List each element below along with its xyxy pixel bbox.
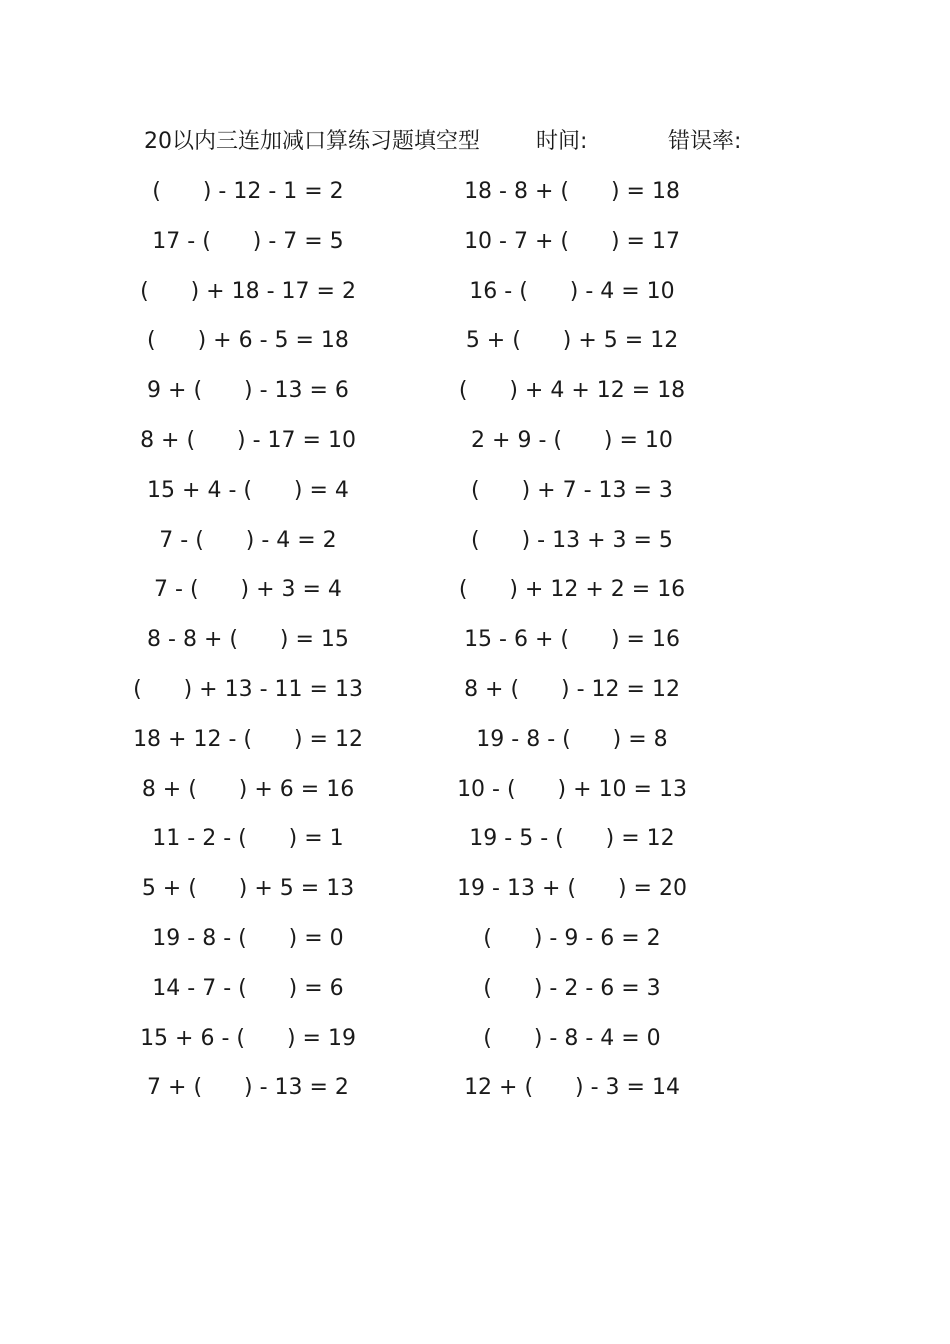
problem-row: 11 - 2 - ( ) = 1 [152, 826, 344, 852]
problem-row: 5 + ( ) + 5 = 12 [465, 328, 679, 354]
left-problem-column [118, 172, 378, 1118]
problem-row: 15 + 4 - ( ) = 4 [147, 477, 349, 503]
problem-row: 15 + 6 - ( ) = 19 [140, 1025, 356, 1051]
problem-row: 8 + ( ) - 17 = 10 [140, 427, 356, 453]
problem-row: 7 - ( ) + 3 = 4 [154, 577, 342, 603]
problem-row: 10 - 7 + ( ) = 17 [464, 228, 680, 254]
problem-row: 18 + 12 - ( ) = 12 [133, 726, 363, 752]
problem-row: 8 - 8 + ( ) = 15 [147, 627, 349, 653]
problem-row: 5 + ( ) + 5 = 13 [141, 876, 355, 902]
error-rate-label: 错误率: [668, 129, 742, 154]
worksheet-header [144, 124, 784, 160]
problem-row: ( ) - 9 - 6 = 2 [483, 925, 661, 951]
problem-row: ( ) + 13 - 11 = 13 [133, 676, 363, 702]
problem-row: 15 - 6 + ( ) = 16 [464, 627, 680, 653]
problem-row: 7 + ( ) - 13 = 2 [147, 1075, 349, 1101]
problem-row: ( ) - 12 - 1 = 2 [152, 179, 344, 204]
problem-row: ( ) + 12 + 2 = 16 [458, 577, 686, 603]
problem-row: 10 - ( ) + 10 = 13 [457, 776, 687, 802]
problem-row: 16 - ( ) - 4 = 10 [469, 278, 675, 304]
problem-row: 19 - 5 - ( ) = 12 [469, 826, 675, 852]
problem-row: 19 - 13 + ( ) = 20 [457, 876, 687, 902]
problem-row: ( ) + 4 + 12 = 18 [458, 378, 686, 404]
right-problem-column [442, 172, 702, 1118]
problem-row: 8 + ( ) - 12 = 12 [464, 676, 680, 702]
problem-row: 8 + ( ) + 6 = 16 [141, 776, 355, 802]
problem-row: ( ) + 6 - 5 = 18 [147, 328, 349, 354]
problem-row: ( ) - 2 - 6 = 3 [483, 975, 661, 1001]
problem-row: 19 - 8 - ( ) = 0 [152, 925, 344, 951]
problem-row: ( ) + 18 - 17 = 2 [140, 278, 356, 304]
worksheet-title: 20以内三连加减口算练习题填空型 [144, 129, 480, 154]
problem-row: ( ) - 8 - 4 = 0 [483, 1025, 661, 1051]
problem-row: 12 + ( ) - 3 = 14 [464, 1075, 680, 1101]
problem-row: 9 + ( ) - 13 = 6 [147, 378, 349, 404]
problem-row: 14 - 7 - ( ) = 6 [152, 975, 344, 1001]
problem-row: ( ) - 13 + 3 = 5 [471, 527, 673, 553]
problem-row: ( ) + 7 - 13 = 3 [471, 477, 673, 503]
problem-row: 7 - ( ) - 4 = 2 [159, 527, 337, 553]
problem-row: 18 - 8 + ( ) = 18 [464, 179, 680, 204]
time-label: 时间: [536, 129, 588, 154]
problem-row: 2 + 9 - ( ) = 10 [471, 427, 673, 453]
problem-row: 17 - ( ) - 7 = 5 [152, 228, 344, 254]
problem-row: 19 - 8 - ( ) = 8 [476, 726, 668, 752]
